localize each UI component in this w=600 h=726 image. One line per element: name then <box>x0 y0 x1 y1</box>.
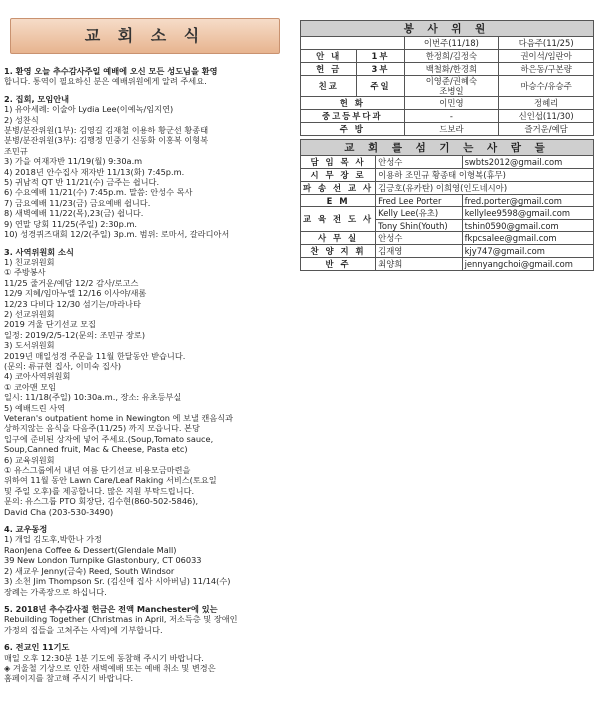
news-line: 조민규 <box>4 145 28 156</box>
service-table <box>300 20 594 136</box>
col-next-week: 다음주(11/25) <box>499 37 594 50</box>
service-role: 헌 화 <box>301 97 405 110</box>
servant-row <box>301 207 594 220</box>
servant-role: 교 육 전 도 사 <box>301 207 376 232</box>
news-line: 11/25 줄거운/예담 12/2 감사/로고스 <box>4 277 139 288</box>
news-line: 9) 연말 당회 11/25(주일) 2:30p.m. <box>4 218 138 229</box>
news-line: 및 주일 오후)를 제공합니다. 많은 지원 부탁드립니다. <box>4 485 195 496</box>
news-line: 6. 전교인 11기도 <box>4 642 70 653</box>
news-line: 39 New London Turnpike Glastonbury, CT 06033 <box>4 555 202 566</box>
news-line: 3) 도서위원회 <box>4 340 55 351</box>
servant-email: swbts2012@gmail.com <box>462 156 593 169</box>
news-line: ① 유스그룹에서 내년 여름 단기선교 비용모금마련을 <box>4 465 191 476</box>
news-line: Rebuilding Together (Christmas in April, 저소득층 및 장애인 <box>4 614 238 625</box>
service-role: 안 내 <box>301 50 357 63</box>
news-line: 5) 귀남적 QT 반 11/21(수) 금주는 쉽니다. <box>4 177 160 188</box>
servant-name: 김재영 <box>376 245 462 258</box>
service-row <box>301 50 594 63</box>
service-this-week: 드보라 <box>404 123 499 136</box>
service-this-week: 백철화/한경희 <box>404 63 499 76</box>
servant-email: kjy747@gmail.com <box>462 245 593 258</box>
news-line: 3) 가을 여재자반 11/19(월) 9:30a.m <box>4 156 143 167</box>
servant-row <box>301 232 594 245</box>
service-row <box>301 76 594 97</box>
news-line: 위하여 11월 동안 Lawn Care/Leaf Raking 서비스(토요일 <box>4 475 217 486</box>
news-line: 1) 친교위원회 <box>4 256 55 267</box>
service-next-week: 정혜리 <box>499 97 594 110</box>
news-list <box>4 66 296 684</box>
servant-role: 사 무 실 <box>301 232 376 245</box>
news-line: 10) 성경퀴즈대회 12/2(주일) 3p.m. 범위: 로마서, 갈라디아서 <box>4 229 230 240</box>
news-line: 2019 겨울 단기선교 모집 <box>4 319 96 330</box>
news-line: 상하지않는 음식을 다음주(11/25) 까지 모읍니다. 본당 <box>4 423 200 434</box>
service-role: 주 방 <box>301 123 405 136</box>
news-line: 12/23 다비다 12/30 섬기는/마라나타 <box>4 298 141 309</box>
servant-email: tshin0590@gmail.com <box>462 220 593 232</box>
news-line: 3. 사역위원회 소식 <box>4 246 74 257</box>
news-line: 1) 유아세례: 이술아 Lydia Lee(이예녹/임지연) <box>4 104 174 115</box>
news-line: David Cha (203-530-3490) <box>4 506 114 517</box>
servant-email: fred.porter@gmail.com <box>462 195 593 207</box>
news-line: 가정의 집들을 고쳐주는 사역)에 기부합니다. <box>4 624 163 635</box>
news-line: Veteran's outpatient home in Newington 에 보낼 캔음식과 <box>4 413 234 423</box>
service-this-week: 이민영 <box>404 97 499 110</box>
servant-name: 이용하 조민규 황종태 이형복(휴무) <box>376 169 594 182</box>
service-next-week: 권이석/임란아 <box>499 50 594 63</box>
news-line: (문의: 류규현 집사, 이미숙 집사) <box>4 360 122 371</box>
news-column <box>2 18 294 54</box>
news-line: 12/9 지혜/임마누엘 12/16 이사야/새롬 <box>4 288 147 299</box>
service-corner <box>301 37 405 50</box>
servant-name: 안성수 <box>376 156 462 169</box>
service-role: 친교 <box>301 76 357 97</box>
service-part: 3부 <box>357 63 404 76</box>
servant-role: 담 임 목 사 <box>301 156 376 169</box>
servant-role: 시 무 장 로 <box>301 169 376 182</box>
service-title: 봉 사 위 원 <box>301 21 594 37</box>
news-line: 5. 2018년 추수감사절 헌금은 전액 Manchester에 있는 <box>4 603 218 614</box>
servant-row <box>301 195 594 207</box>
servant-name: Tony Shin(Youth) <box>376 220 462 232</box>
news-line: 매일 오후 12:30분 1분 기도에 동참해 주시기 바랍니다. <box>4 652 204 663</box>
servant-row <box>301 258 594 271</box>
service-next-week: 즐거운/예담 <box>499 123 594 136</box>
news-line: 1) 개업 김도후,박한나 가정 <box>4 534 102 545</box>
news-line: 합니다. 통역이 필요하신 분은 예배위원에게 알려 주세요. <box>4 76 207 87</box>
spacer <box>4 87 296 94</box>
servants-title: 교 회 를 섬 기 는 사 람 들 <box>301 140 594 156</box>
news-line: 6) 교육위원회 <box>4 454 55 465</box>
servant-row <box>301 156 594 169</box>
news-line: ① 주방봉사 <box>4 267 46 278</box>
service-row <box>301 110 594 123</box>
news-line: 2) 선교위원회 <box>4 308 55 319</box>
news-line: 4) 코아사역위원회 <box>4 371 71 382</box>
news-line: 일정: 2019/2/5-12(문의: 조민규 장로) <box>4 329 146 340</box>
servant-email: kellylee9598@gmail.com <box>462 207 593 220</box>
servant-role: 파 송 선 교 사 <box>301 182 376 195</box>
news-line: 문의: 유스그룹 PTO 회장단, 김수현(860-502-5846), <box>4 496 199 507</box>
servant-role: E M <box>301 195 376 207</box>
servant-name: 안성수 <box>376 232 462 245</box>
news-line: 입구에 준비된 상자에 넣어 주세요.(Soup,Tomato sauce, <box>4 433 214 444</box>
news-line: RaonJena Coffee & Dessert(Glendale Mall) <box>4 544 177 555</box>
news-line: 2) 성찬식 <box>4 114 39 125</box>
service-row <box>301 123 594 136</box>
news-line: 7) 금요예배 11/23(금) 금요예배 쉽니다. <box>4 197 151 208</box>
news-line: 4) 2018년 안수집사 재자반 11/13(화) 7:45p.m. <box>4 166 185 177</box>
news-line: 3) 소천 Jim Thompson Sr. (김신애 집사 시아버님) 11/14(수) <box>4 576 231 587</box>
servant-name: 최양희 <box>376 258 462 271</box>
service-this-week: - <box>404 110 499 123</box>
news-line: 분병/분잔위원(3부): 김행정 민중기 신동화 이홍복 이형복 <box>4 135 209 146</box>
service-row <box>301 63 594 76</box>
spacer <box>4 635 296 642</box>
servant-name: Kelly Lee(유초) <box>376 207 462 220</box>
news-line: 분병/분잔위원(1부): 김영길 김재철 이용하 황군선 황종태 <box>4 125 209 136</box>
servant-row <box>301 182 594 195</box>
servant-email: jennyangchoi@gmail.com <box>462 258 593 271</box>
service-role: 중고등부다과 <box>301 110 405 123</box>
news-line: ① 코아맨 모임 <box>4 381 57 392</box>
news-line: 일시: 11/18(주일) 10:30a.m., 장소: 유초등부실 <box>4 392 182 403</box>
news-line: 8) 새벽예배 11/22(목),23(금) 쉽니다. <box>4 208 144 219</box>
service-part: 주일 <box>357 76 404 97</box>
news-line: 2. 집회, 모임안내 <box>4 93 70 104</box>
spacer <box>4 597 296 604</box>
right-column <box>300 20 596 271</box>
service-this-week: 한정희/김정숙 <box>404 50 499 63</box>
news-line: 5) 예배드린 사역 <box>4 402 66 413</box>
servant-role: 반 주 <box>301 258 376 271</box>
service-this-week: 이영준/권혜숙 조병일 <box>404 76 499 97</box>
spacer <box>4 517 296 524</box>
service-role: 헌 금 <box>301 63 357 76</box>
spacer <box>4 240 296 247</box>
news-line: 장례는 가족장으로 하십니다. <box>4 586 107 597</box>
servant-name: Fred Lee Porter <box>376 195 462 207</box>
servant-name: 김긍호(유카탄) 이희영(인도네시아) <box>376 182 594 195</box>
news-line: 1. 환영 오늘 추수감사주일 예배에 오신 모든 성도님을 환영 <box>4 66 218 76</box>
news-line: 4. 교우동정 <box>4 524 48 535</box>
news-line: ◈ 겨울철 기상으로 인한 새벽예배 또는 예배 취소 및 변경은 <box>4 662 216 673</box>
servants-table <box>300 139 594 271</box>
service-next-week: 하은동/구본량 <box>499 63 594 76</box>
news-line: 6) 수요예배 11/21(수) 7:45p.m. 말씀: 안성수 목사 <box>4 187 193 198</box>
service-row <box>301 97 594 110</box>
servant-email: fkpcsalee@gmail.com <box>462 232 593 245</box>
service-next-week: 신인섭(11/30) <box>499 110 594 123</box>
news-line: 홈페이지를 참고해 주시기 바랍니다. <box>4 673 134 684</box>
service-next-week: 마승수/유승주 <box>499 76 594 97</box>
col-this-week: 이번주(11/18) <box>404 37 499 50</box>
servant-role: 찬 양 지 휘 <box>301 245 376 258</box>
news-line: 2) 새교우 Jenny(금숙) Reed, South Windsor <box>4 565 175 576</box>
news-line: 2019년 매일성경 주문을 11월 한달동안 받습니다. <box>4 350 186 361</box>
service-part: 1부 <box>357 50 404 63</box>
news-title-banner: 교 회 소 식 <box>10 18 280 54</box>
news-line: Soup,Canned fruit, Mac & Cheese, Pasta etc) <box>4 444 188 455</box>
servant-row <box>301 169 594 182</box>
servant-row <box>301 245 594 258</box>
